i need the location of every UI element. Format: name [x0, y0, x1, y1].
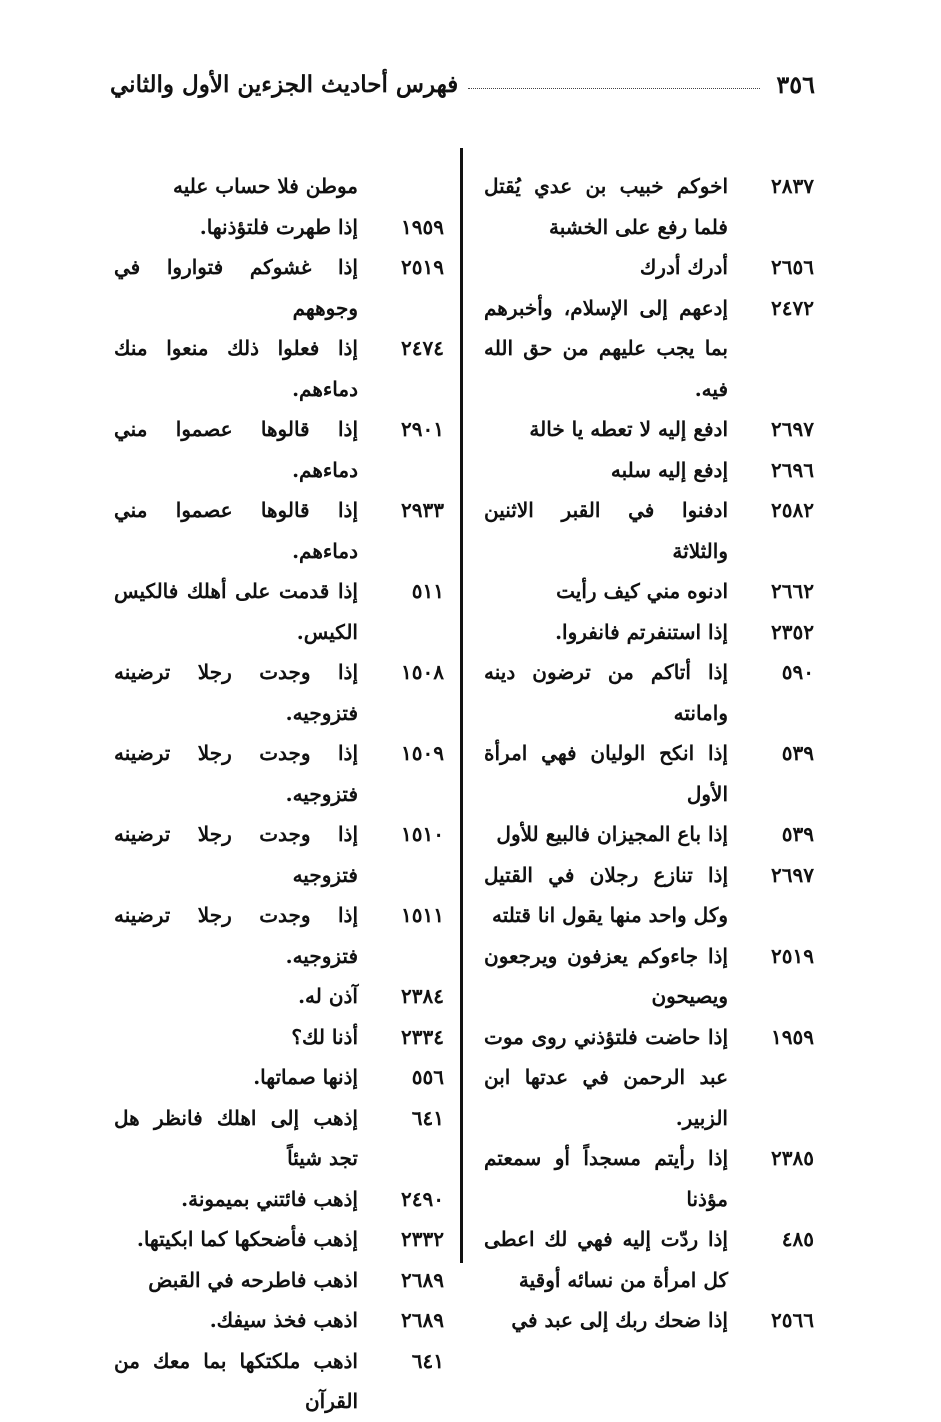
hadith-text: إذا قالوها عصموا مني دماءهم.	[114, 417, 358, 482]
index-entry	[108, 814, 446, 895]
hadith-text: إذا غشوكم فتواروا في وجوههم	[114, 255, 358, 320]
hadith-number: ٢٦٩٧	[771, 862, 814, 887]
index-entry	[478, 855, 816, 936]
hadith-text: إذا وجدت رجلا ترضينه فتزوجيه.	[114, 903, 358, 968]
hadith-number: ١٩٥٩	[771, 1024, 814, 1049]
left-column	[108, 166, 446, 1422]
hadith-number: ٢٦٩٦	[771, 457, 814, 482]
index-entry	[478, 450, 816, 491]
hadith-text: إذا رأيتم مسجداً أو سمعتم مؤذنا	[484, 1146, 728, 1211]
hadith-number: ٢٣٥٢	[771, 619, 814, 644]
hadith-number: ٢٣٨٥	[771, 1146, 814, 1170]
hadith-number: ٢٤٧٢	[771, 295, 814, 320]
hadith-text: ادفنوا في القبر الاثنين والثلاثة	[484, 498, 728, 563]
header-dotted-rule	[468, 88, 760, 89]
hadith-number: ٥٩٠	[781, 660, 814, 684]
hadith-text: إذهب إلى اهلك فانظر هل تجد شيئاً	[114, 1105, 358, 1170]
index-entry	[478, 166, 816, 247]
hadith-number: ٦٤١	[411, 1105, 444, 1130]
index-entry	[478, 814, 816, 855]
index-entry	[108, 1017, 446, 1058]
index-entry	[108, 490, 446, 571]
hadith-text: اخوكم خبيب بن عدي يُقتل فلما رفع على الخشبة	[484, 174, 728, 239]
index-entry	[478, 288, 816, 410]
index-entry	[478, 1017, 816, 1139]
hadith-text: إدعهم إلى الإسلام، وأخبرهم بما يجب عليهم من حق الله فيه.	[484, 295, 728, 401]
index-entry	[478, 1138, 816, 1219]
hadith-number: ٤٨٥	[781, 1227, 814, 1251]
hadith-text: أذنا لك؟	[291, 1024, 358, 1049]
hadith-number: ٦٤١	[411, 1348, 444, 1373]
hadith-number: ١٥١١	[401, 903, 444, 927]
index-entry	[108, 328, 446, 409]
hadith-number: ٢٤٧٤	[401, 336, 444, 360]
hadith-number: ٥١١	[411, 579, 444, 603]
hadith-number: ١٩٥٩	[401, 214, 444, 239]
hadith-number: ٢٩٠١	[401, 417, 444, 441]
hadith-number: ٢٦٥٦	[771, 255, 814, 279]
index-entry	[108, 207, 446, 248]
hadith-text: إذا فعلوا ذلك منعوا منك دماءهم.	[114, 336, 358, 401]
hadith-text: إذا قالوها عصموا مني دماءهم.	[114, 498, 358, 563]
hadith-number: ٢٦٩٧	[771, 417, 814, 441]
hadith-text: ادفع إليه لا تعطه يا خالة	[529, 417, 728, 441]
index-entry	[108, 1341, 446, 1422]
hadith-text: إذا حاضت فلتؤذني روى موت عبد الرحمن في عدتها ابن الزبير.	[484, 1024, 728, 1130]
hadith-text: اذهب فخذ سيفك.	[209, 1308, 358, 1332]
index-entry	[108, 1300, 446, 1341]
index-entry	[478, 490, 816, 571]
hadith-text: ادنوه مني كيف رأيت	[556, 579, 728, 603]
hadith-text: إدفع إليه سلبه	[610, 457, 728, 482]
hadith-number: ٢٣٨٤	[401, 984, 444, 1008]
index-entry	[108, 1098, 446, 1179]
hadith-number: ٢٩٣٣	[401, 498, 444, 522]
index-entry	[108, 166, 446, 207]
hadith-text: إذنها صماتها.	[253, 1065, 358, 1089]
hadith-number: ٢٨٣٧	[771, 174, 814, 198]
hadith-text: إذا وجدت رجلا ترضينه فتزوجيه	[114, 822, 358, 887]
column-divider	[460, 148, 463, 1263]
hadith-text: آذن له.	[298, 984, 358, 1008]
hadith-number: ٢٥١٩	[401, 255, 444, 279]
hadith-text: إذا انكح الوليان فهي امرأة الأول	[484, 741, 728, 806]
index-entry	[108, 976, 446, 1017]
hadith-text: إذا جاءوكم يعزفون ويرجعون ويصيحون	[484, 943, 728, 1008]
hadith-number: ١٥٠٩	[401, 741, 444, 765]
hadith-number: ٢٦٦٢	[771, 579, 814, 603]
hadith-number: ٢٤٩٠	[401, 1186, 444, 1211]
index-entry	[108, 1260, 446, 1301]
hadith-number: ٢٣٣٤	[401, 1024, 444, 1049]
index-entry	[108, 733, 446, 814]
index-entry	[478, 936, 816, 1017]
hadith-number: ١٥٠٨	[401, 660, 444, 684]
index-entry	[478, 733, 816, 814]
index-entry	[108, 895, 446, 976]
hadith-number: ٢٦٨٩	[401, 1267, 444, 1292]
hadith-text: إذهب فأضحكها كما ابكيتها.	[136, 1227, 358, 1251]
hadith-number: ٢٥٦٦	[771, 1308, 814, 1332]
hadith-number: ٢٥١٩	[771, 943, 814, 968]
hadith-number: ٢٣٣٢	[401, 1227, 444, 1251]
running-title: فهرس أحاديث الجزءين الأول والثاني	[110, 70, 459, 98]
index-entry	[478, 247, 816, 288]
hadith-text: إذا وجدت رجلا ترضينه فتزوجيه.	[114, 660, 358, 725]
hadith-text: إذا تنازع رجلان في القتيل وكل واحد منها يقول انا قتلته	[484, 862, 728, 927]
index-entry	[108, 1179, 446, 1220]
hadith-text: إذا ردّت إليه فهي لك اعطى كل امرأة من نسائه أوقية	[484, 1227, 728, 1292]
hadith-number: ٢٥٨٢	[771, 498, 814, 522]
hadith-text: إذا قدمت على أهلك فالكيس الكيس.	[114, 579, 358, 644]
index-entry	[478, 1219, 816, 1300]
index-entry	[108, 409, 446, 490]
index-entry	[478, 409, 816, 450]
index-entry	[108, 652, 446, 733]
index-entry	[478, 652, 816, 733]
hadith-text: إذا ضحك ربك إلى عبد في	[511, 1308, 728, 1332]
index-entry	[478, 612, 816, 653]
index-entry	[108, 571, 446, 652]
index-entry	[108, 1057, 446, 1098]
hadith-text: إذا أتاكم من ترضون دينه وامانته	[484, 660, 728, 725]
hadith-text: إذا وجدت رجلا ترضينه فتزوجيه.	[114, 741, 358, 806]
page-header	[110, 62, 815, 106]
hadith-text: إذهب فائتني بميمونة.	[181, 1186, 358, 1211]
index-entry	[478, 571, 816, 612]
index-entry	[108, 1219, 446, 1260]
hadith-number: ٢٦٨٩	[401, 1308, 444, 1332]
hadith-text: إذا طهرت فلتؤذنها.	[199, 214, 358, 239]
hadith-text: اذهب ملكتكها بما معك من القرآن	[114, 1348, 358, 1413]
page-number: ٣٥٦	[776, 69, 815, 99]
hadith-text: اذهب فاطرحه في القبض	[148, 1267, 358, 1292]
right-column	[478, 166, 816, 1341]
hadith-number: ١٥١٠	[401, 822, 444, 846]
hadith-number: ٥٣٩	[781, 822, 814, 846]
index-entry	[108, 247, 446, 328]
hadith-text: موطن فلا حساب عليه	[172, 174, 358, 198]
hadith-number: ٥٥٦	[411, 1065, 444, 1089]
hadith-text: إذا باع المجيزان فالبيع للأول	[496, 822, 728, 846]
hadith-number: ٥٣٩	[781, 741, 814, 765]
hadith-text: أدرك أدرك	[639, 255, 728, 279]
index-entry	[478, 1300, 816, 1341]
hadith-text: إذا استنفرتم فانفروا.	[555, 619, 728, 644]
